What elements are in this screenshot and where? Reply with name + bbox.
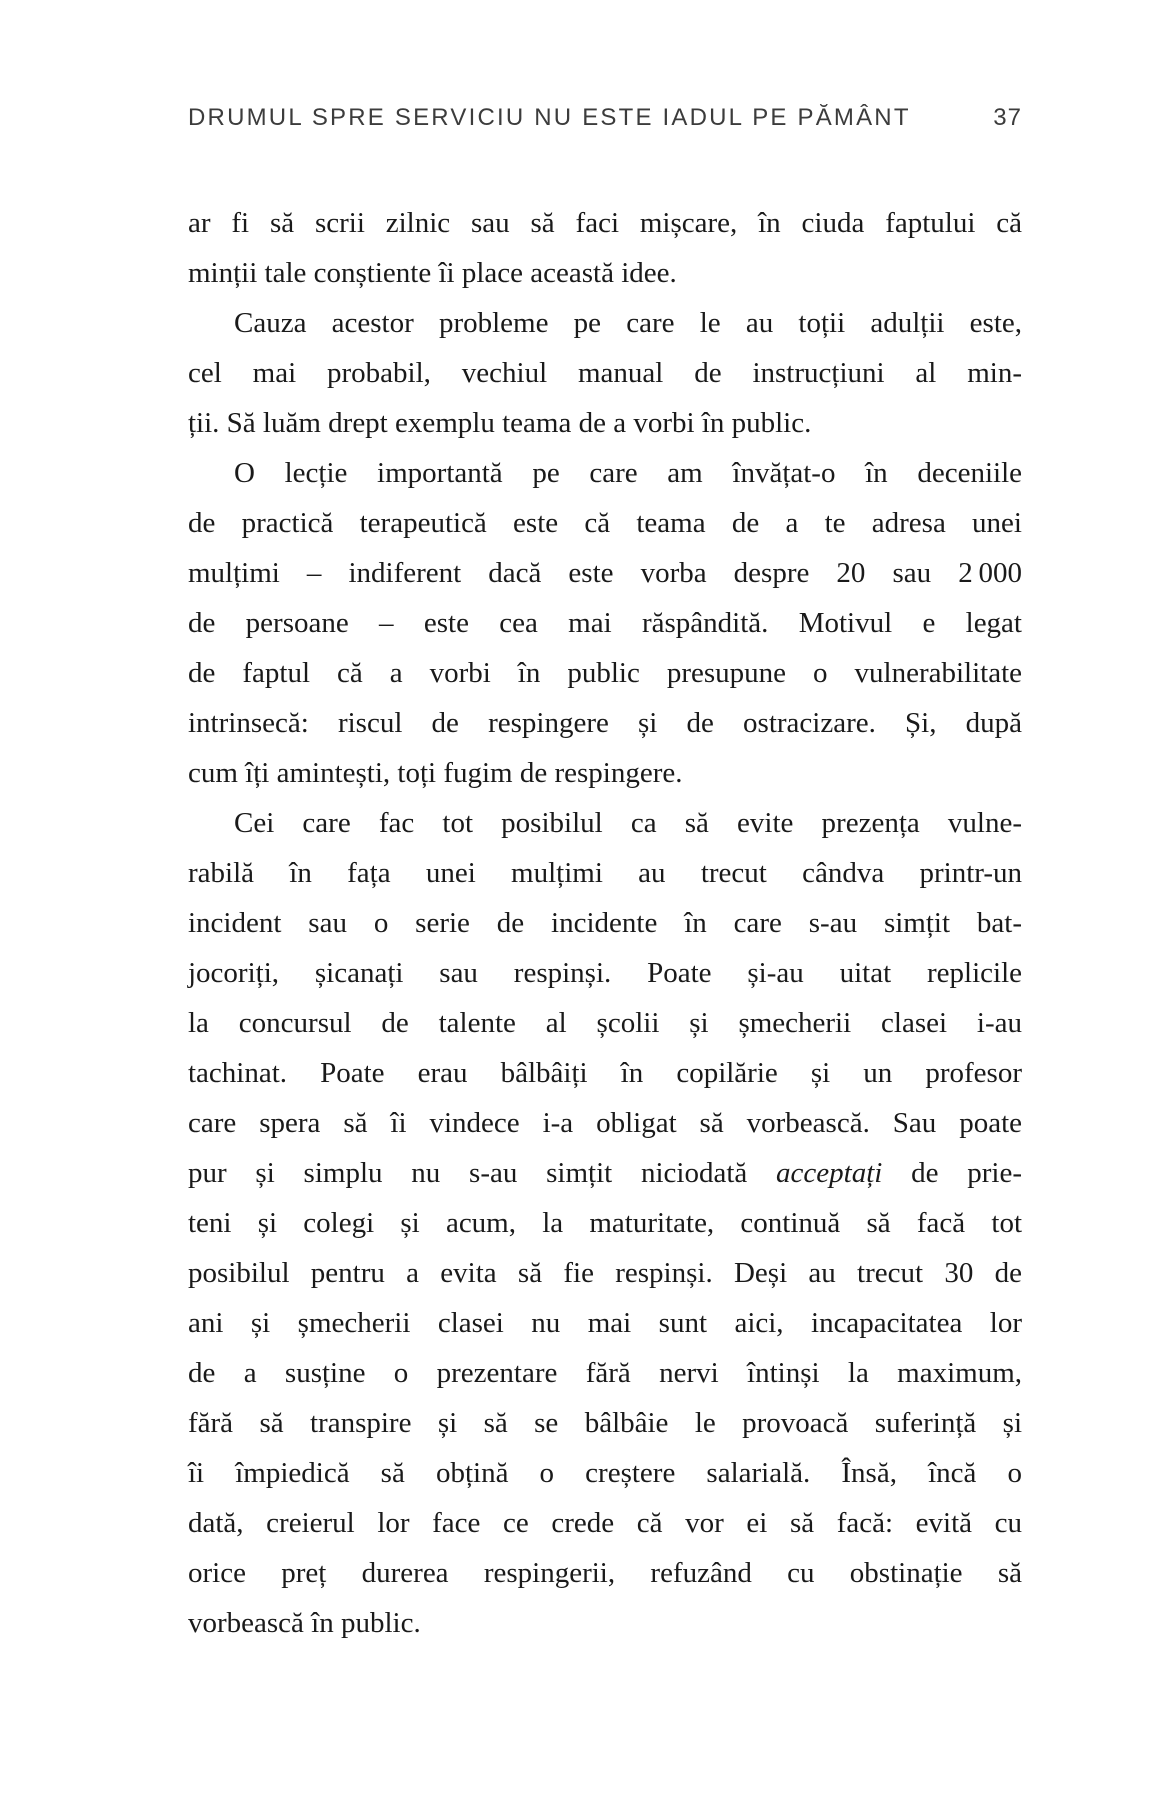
page-number: 37 (993, 104, 1022, 131)
text-line: intrinsecă: riscul de respingere și de ostracizare. Și, după (188, 707, 1022, 739)
text-line: O lecție importantă pe care am învățat-o în deceniile (234, 457, 1022, 489)
text-line: Cauza acestor probleme pe care le au toții adulții este, (234, 307, 1022, 339)
text-line: jocoriți, șicanați sau respinși. Poate și-au uitat replicile (188, 957, 1022, 989)
text-line: la concursul de talente al școlii și șmecherii clasei i-au (188, 1007, 1022, 1039)
text-line: ar fi să scrii zilnic sau să faci mișcare, în ciuda faptului că (188, 207, 1022, 239)
text-line (188, 1148, 1022, 1198)
text-line: îi împiedică să obțină o creștere salarială. Însă, încă o (188, 1457, 1022, 1489)
text-line: tachinat. Poate erau bâlbâiți în copilărie și un profesor (188, 1057, 1022, 1089)
text-line: orice preț durerea respingerii, refuzând cu obstinație să (188, 1557, 1022, 1589)
text-line: cel mai probabil, vechiul manual de instrucțiuni al min- (188, 357, 1022, 389)
text-line: Cei care fac tot posibilul ca să evite prezența vulne- (234, 807, 1022, 839)
text-segment: de prie- (882, 1157, 1022, 1189)
text-line: teni și colegi și acum, la maturitate, continuă să facă tot (188, 1207, 1022, 1239)
text-line: incident sau o serie de incidente în care s-au simțit bat- (188, 907, 1022, 939)
text-line: ții. Să luăm drept exemplu teama de a vorbi în public. (188, 407, 812, 439)
text-line: rabilă în fața unei mulțimi au trecut cândva printr-un (188, 857, 1022, 889)
text-line: minții tale conștiente îi place această idee. (188, 257, 677, 289)
text-line: mulțimi – indiferent dacă este vorba despre 20 sau 2 000 (188, 557, 1022, 589)
text-line: cum îți amintești, toți fugim de respingere. (188, 757, 683, 789)
text-segment: pur și simplu nu s-au simțit niciodată (188, 1157, 777, 1189)
text-line: de faptul că a vorbi în public presupune o vulnerabilitate (188, 657, 1022, 689)
text-line: de a susține o prezentare fără nervi întinși la maximum, (188, 1357, 1022, 1389)
running-head-title: DRUMUL SPRE SERVICIU NU ESTE IADUL PE PĂMÂNT (188, 104, 911, 131)
italic-text: acceptați (776, 1157, 883, 1189)
text-line: de persoane – este cea mai răspândită. Motivul e legat (188, 607, 1022, 639)
body-text (188, 198, 1022, 1648)
text-line: dată, creierul lor face ce crede că vor ei să facă: evită cu (188, 1507, 1022, 1539)
text-line: de practică terapeutică este că teama de a te adresa unei (188, 507, 1022, 539)
text-line: care spera să îi vindece i-a obligat să vorbească. Sau poate (188, 1107, 1022, 1139)
text-line: ani și șmecherii clasei nu mai sunt aici, incapacitatea lor (188, 1307, 1022, 1339)
text-line: fără să transpire și să se bâlbâie le provoacă suferință și (188, 1407, 1022, 1439)
running-head (188, 101, 1022, 135)
text-line: vorbească în public. (188, 1607, 421, 1639)
text-line: posibilul pentru a evita să fie respinși. Deși au trecut 30 de (188, 1257, 1022, 1289)
